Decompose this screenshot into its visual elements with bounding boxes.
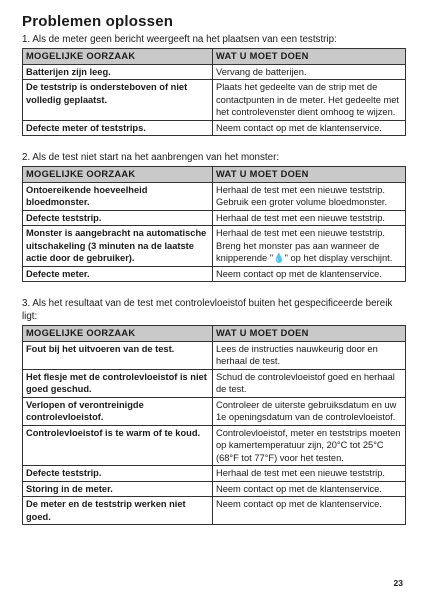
cause-cell: Monster is aangebracht na automatische uitschakeling (3 minuten na de laatste actie door de gebruiker).: [23, 226, 213, 267]
action-cell: Controleer de uiterste gebruiksdatum en uw 1e openingsdatum van de controlevloeistof.: [213, 397, 406, 425]
section-1-title: 1. Als de meter geen bericht weergeeft na het plaatsen van een teststrip:: [22, 34, 337, 45]
column-header-cause: MOGELIJKE OORZAAK: [23, 326, 213, 342]
column-header-action: WAT U MOET DOEN: [213, 49, 406, 65]
table-row: [23, 210, 406, 226]
action-cell: Neem contact op met de klantenservice.: [213, 481, 406, 497]
cause-cell: Defecte teststrip.: [23, 210, 213, 226]
page: [22, 12, 405, 525]
section-3-title: 3. Als het resultaat van de test met controlevloeistof buiten het gespecificeerde bereik ligt:: [22, 298, 393, 322]
action-cell: Herhaal de test met een nieuwe teststrip.: [213, 466, 406, 482]
table-row: [23, 425, 406, 466]
action-cell: Herhaal de test met een nieuwe teststrip. Gebruik een groter volume bloedmonster.: [213, 182, 406, 210]
cause-cell: Controlevloeistof is te warm of te koud.: [23, 425, 213, 466]
action-cell: Neem contact op met de klantenservice.: [213, 497, 406, 525]
cause-cell: Verlopen of verontreinigde controlevloeistof.: [23, 397, 213, 425]
cause-cell: De teststrip is ondersteboven of niet volledig geplaatst.: [23, 80, 213, 121]
troubleshoot-table-1: [22, 48, 406, 136]
table-row: [23, 466, 406, 482]
action-cell: Vervang de batterijen.: [213, 64, 406, 80]
cause-cell: Batterijen zijn leeg.: [23, 64, 213, 80]
table-row: [23, 266, 406, 282]
table-header-row: [23, 49, 406, 65]
table-row: [23, 369, 406, 397]
cause-cell: Het flesje met de controlevloeistof is niet goed geschud.: [23, 369, 213, 397]
table-row: [23, 341, 406, 369]
table-row: [23, 182, 406, 210]
table-header-row: [23, 167, 406, 183]
cause-cell: Defecte teststrip.: [23, 466, 213, 482]
page-heading: Problemen oplossen: [22, 13, 174, 30]
action-cell: Lees de instructies nauwkeurig door en herhaal de test.: [213, 341, 406, 369]
troubleshoot-table-2: [22, 166, 406, 282]
action-cell: Neem contact op met de klantenservice.: [213, 266, 406, 282]
cause-cell: Fout bij het uitvoeren van de test.: [23, 341, 213, 369]
action-cell: Herhaal de test met een nieuwe teststrip.: [213, 210, 406, 226]
cause-cell: Storing in de meter.: [23, 481, 213, 497]
action-cell: Schud de controlevloeistof goed en herhaal de test.: [213, 369, 406, 397]
action-cell: Herhaal de test met een nieuwe teststrip. Breng het monster pas aan wanneer de knipperende "💧" op het display verschijnt.: [213, 226, 406, 267]
cause-cell: Defecte meter of teststrips.: [23, 120, 213, 136]
table-row: [23, 80, 406, 121]
table-row: [23, 397, 406, 425]
cause-cell: Defecte meter.: [23, 266, 213, 282]
action-cell: Neem contact op met de klantenservice.: [213, 120, 406, 136]
table-row: [23, 64, 406, 80]
troubleshoot-table-3: [22, 325, 406, 525]
table-row: [23, 481, 406, 497]
action-cell: Controlevloeistof, meter en teststrips moeten op kamertemperatuur zijn, 20°C tot 25°C (68°F tot 77°F) voor het testen.: [213, 425, 406, 466]
column-header-cause: MOGELIJKE OORZAAK: [23, 167, 213, 183]
action-cell: Plaats het gedeelte van de strip met de contactpunten in de meter. Het gedeelte met het controlevenster dient omhoog te wijzen.: [213, 80, 406, 121]
cause-cell: Ontoereikende hoeveelheid bloedmonster.: [23, 182, 213, 210]
cause-cell: De meter en de teststrip werken niet goed.: [23, 497, 213, 525]
section-2-title: 2. Als de test niet start na het aanbrengen van het monster:: [22, 152, 280, 163]
page-number: 23: [393, 578, 403, 588]
table-header-row: [23, 326, 406, 342]
column-header-action: WAT U MOET DOEN: [213, 326, 406, 342]
table-row: [23, 226, 406, 267]
table-row: [23, 497, 406, 525]
column-header-action: WAT U MOET DOEN: [213, 167, 406, 183]
table-row: [23, 120, 406, 136]
column-header-cause: MOGELIJKE OORZAAK: [23, 49, 213, 65]
